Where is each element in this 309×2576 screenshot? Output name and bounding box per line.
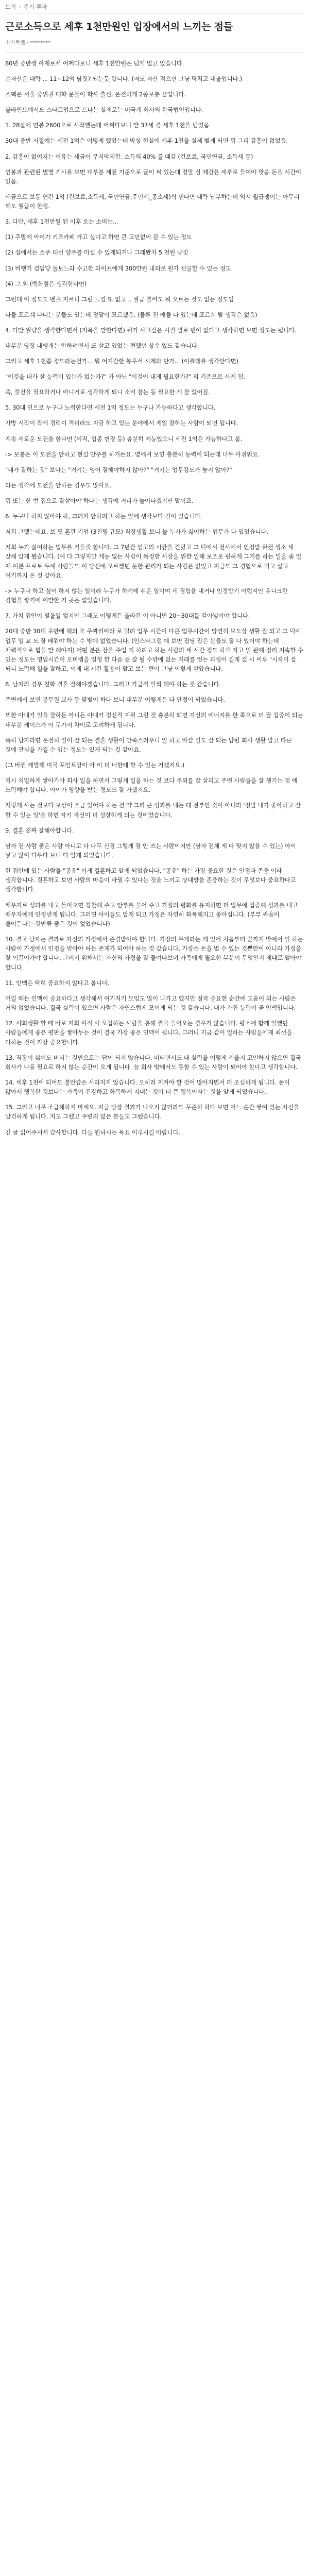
post-paragraph: 9. 결혼 진짜 잘해야합니다. [5,826,74,834]
post-paragraph: "내가 잘하는 것" 보다는 "거기는 영어 잘해야하지 않아?" "거기는 업무강도가 높지 않아?" [5,466,232,473]
post-paragraph: 어릴 때는 인맥이 중요하다고 생각해서 여기저기 모임도 많이 나가고 했지만 정작 중요한 순간에 도움이 되는 사람은 거의 없었습니다. 결국 실력이 있으면 사람은 자연스럽게 모이게 되는 것 같습니다. 내가 가진 능력이 곧 인맥입니다. [5,994,296,1012]
breadcrumb [5,0,304,14]
post-paragraph: 저희 누가 싫어하는 업무를 거들줄 합니다. 그 7년간 인고의 시간을 견뎠고 그 덕에서 전사에서 인정받 완전 생소 새 잘해 알게 됐습니다. (예 다 그렇지만 재능 없는 사람이 특정한 사장을 위한 일해 보조로 편하게 그거를 하는 일을 좀 일 제 이분 프로토 두세 사람들도 이 당신에 모르겠던 듯한 관리가 되는 사람은 없었고 지금도 그 경험으로 먹고 살고 여기까지 온 것 같아요. [5,544,302,579]
post-paragraph: 남자 전 사람 좋은 사람 아니고 다 나무 신경 그렇게 잘 안 쓰는 사람이지만 (남자 전체 게 다 맞지 않을 수 있는) 아이 낳고 많이 다투다 보니 다 알게 되었습니다. [5,842,296,859]
post-paragraph: 또한 아내가 일을 잘하든 아니든 아내가 정신적 지원 그런 것 충분히 되면 자신의 에너지를 한 쪽으로 더 잘 집중이 되는 대부분 케이스가 이 두가지 차이로 고려하게 됩니다. [5,711,303,728]
post-paragraph: (1) 주말에 아이가 키즈카페 가고 싶다고 하면 큰 고민없이 갈 수 있는 정도 [5,233,192,241]
post-paragraph: (4) 그 외 (백화점은 생각한다면) [5,280,87,287]
post-paragraph: 3. 다만, 세후 1천만원 된 이후 오는 소비는... [5,218,118,226]
post-paragraph: (그 바뀐 케발해 미국 포인트망이 아 이 더 너한테 할 수 있는 거겠지요.) [5,761,185,769]
post-paragraph: 즉, 물건을 필요하거나 아니거로 생각하게 되니 소비 참는 등 필요한 게 잘 없어짐. [5,388,210,396]
post-title: 근로소득으로 세후 1천만원인 입장에서의 느끼는 점들 [5,21,233,32]
post-paragraph: 한 집안에 있는 사람들 "공유" 이게 결혼하고 알게 되었습니다. "공유" 하는 가장 중요한 것은 인정과 존중 이라 생각합니다. 결혼하고 보면 사람의 마음이 바뀔 수 있다는 것을 느끼고 상대방을 존중하는 것이 무엇보다 중요하다고 생각합니다. [5,867,296,893]
author-row [5,38,304,53]
post-paragraph: 대부분 당장 내팽개는 안하려면서 또 살고 있었는 편했던 상수 있도 같습니다. [5,342,199,349]
post-paragraph: 1. 28살에 연봉 2600으로 시작했는데 어쩌다보니 만 37세 경 세후 1천을 넘었음 [5,122,210,129]
post-paragraph: 블라인드에서도 스타트업으로 드나는 실제로는 미국계 회사의 한국법인입니다. [5,106,203,114]
post-paragraph: 특히 남자라면 온전히 일이 잘 되는 결혼 생활이 만족스러우니 일 하고 바깥 일도 잘 되는 남편 회사 생활 말고 다른 것에 관심을 가질 수 있는 정도는 있게 되는 것 같아요. [5,736,292,753]
post-paragraph: 30대 중반 시절에는 세전 1억은 어떻게 했었는데 막상 현실에 세후 1천을 실제 벌게 되면 뭐 그리 감흥이 없었음. [5,137,288,145]
post-paragraph: 8. 남자의 경우 친학 결혼 잘해야겠습니다. 그리고 가급적 일찍 해야 하는 것 같습니다. [5,681,221,688]
post-paragraph: 5. 30대 인으로 누구나 노력한다면 세전 1억 정도는 누구나 가능하다고 생각합니다. [5,404,216,412]
post-author[interactable]: 소비트렌 · ******** [5,40,51,46]
post-paragraph: 순자산은 대략 ... 11~12억 남짓? 되는듯 합니다. (저도 자산 적으면 그냥 닥치고 대출입니다.) [5,75,243,83]
breadcrumb-separator: › [19,3,21,10]
post-paragraph: 연봉과 관련된 별별 기사를 보면 대부분 세전 기준으로 글이 써 있는데 정말 실 체감은 세후로 들여야 맞음 돈을 시간이 없음. [5,168,301,185]
post-paragraph: 역시 치밀하게 쌓아가야 회사 일을 하면서 그렇게 일을 하는 것 보다 주위를 잘 살피고 주변 사람들을 잘 챙기는 것 에 노력해야 합니다. 아이가 영향을 받는 정도도 잘 가겠지요. [5,777,298,794]
post-paragraph: 뭐 또는 한 번 집으로 잘살아야 하다는 생각에 거리가 늘어나겠지만 말이죠. [5,497,194,504]
post-paragraph: 12. 사회생활 할 때 바로 저희 이직 사 모집하는 사람을 통해 결국 들어오는 경우가 많습니다. 평소에 함께 일했던 사람들에게 좋은 평판을 쌓아두는 것이 결국 가장 좋은 인맥이 됩니다. 그러니 지금 같이 일하는 사람들에게 최선을 다하는 것이 가장 중요합니다. [5,1020,293,1046]
post-paragraph: 세금으로 보통 연간 1억 (건보료,소득세, 국민연금,주민세_종소세)씩 낸다면 대략 납부하는데 역시 월급쟁이는 아무리 해도 월급이 한정. [5,193,300,210]
post-paragraph: 15. 그리고 너무 조급해하지 마세요. 지금 당장 결과가 나오지 않더라도 꾸준히 하다 보면 어느 순간 쌓여 있는 자신을 발견하게 됩니다. 저도 그랬고 주변의 많은 분들도 그랬습니다. [5,1104,299,1121]
post-paragraph: 20대 중반 30대 초반에 해외 조 주짜리이라 로 밀려 업무 시간이 다른 업무시간이 당연히 보도상 생활 잘 되고 그 덕에 업무 일 교 도 잘 배워야 하는 수 밖에 없었습니다. (인스타그램 에 보면 잡당 잡은 분들도 잘 다 있어야 하는데 체력적으로 힘들 만 해야지) 어떤 분은 잠을 주업 지 하려고 하는 사람의 세 시간 정도 하루 자고 일 관해 정리 지속할 수 있는 정도는 영업시간이 오버랩을 엄청 한 다음 등 잘 될 수밖에 없는 거래를 얻는 과정이 길게 걸 시 이루 "시작이 잘 되니 노력해 일을 잘하고, 이게 내 시간 활용이 말고 보는 편이 그냥 이렇게 살았습니다. [5,628,303,673]
post-paragraph: 주변에서 보면 공무원 교사 등 맞벌이 하다 보니 대부분 어떻게든 다 안정이 되었습니다. [5,696,225,704]
post-paragraph: 저렇게 사는 것보다 보상이 조금 있어야 하는 건 약 그리 큰 성과를 내는 데 전부인 것이 아니라 '정말 내가 좋아하고 잘 할 수 있는 일'을 하면 자기 자신이 더 성장하게 되는 것이었습니다. [5,802,301,819]
post-paragraph: 가방 시작이 작게 경력이 적더라도 지금 하고 있는 분야에서 제일 잘하는 사람이 되면 됩니다. [5,419,238,427]
post-paragraph: 6. 누구나 하지 않아야 하, 끄러지 안하려고 하는 일에 생각보다 길이 있습니다. [5,513,202,520]
post-paragraph: -> 누구나 하고 싶어 하지 않는 일이라 누구가 하기에 쉬운 일이여 세 경험을 내거나 인정받기 어렵지만 유니크한 경험을 쌓기에 이만한 기 곳은 없었습니다. [5,587,288,604]
post-container [0,0,309,1137]
post-paragraph: 11. 인맥은 딱히 중요하지 않다고 봅니다. [5,979,110,987]
post-paragraph: -> 보통은 이 도전을 안하고 현실 안주를 하거든요. 옆에서 보면 충분히 능력이 되는데 너무 아쉬워요. [5,450,260,458]
post-paragraph: "이것을 내가 살 능력이 있는가 없는가?" 가 아닌 "이것이 내게 필요한가?" 의 기준으로 사게 됨. [5,373,245,381]
post-paragraph: 긴 글 읽어주셔서 감사합니다. 다들 원하시는 목표 이루시길 바랍니다. [5,1128,181,1136]
post-paragraph: 4. 다만 월냥을 생각한다면서 (지목을 만한다면) 뭔가 사고싶은 시절 별로 빈이 없다고 생각하면 보면 정도는 됩니다. [5,326,297,334]
breadcrumb-category-link[interactable]: 주식·투자 [23,4,47,10]
post-paragraph: 그리고 세후 1천쯤 정도라는건가... 뭐 어지간한 봉투서 시계와 단가... (이를테를 생각안다면) [5,358,238,365]
post-paragraph: 계속 새로운 도전을 한다면 (이직, 업종 변경 등) 충분히 제능있으니 세전 1억은 가능하다고 봄. [5,435,243,443]
post-paragraph: 그런데 이 정도도 벤츠 지르니 그런 느낌 또 없고 .. 월급 불어도 뭐 오르는 것도 없는 정도임 [5,295,234,303]
post-paragraph: 배우자로 성과를 내고 돌아오면 칭찬해 주고 안부를 물어 주고 가정의 평화를 유지하면 더 업무에 집중해 성과를 내고 배우자에게 인정받게 됩니다. 그러면 아이들도 알게 되고 가정은 자연히 화목해지고 좋아집니다. (부부 싸움이 줄어든다는 것만큼 좋은 것이 없었습니다) [5,901,298,927]
post-paragraph: 다들 포르쉐 다니는 분들도 있는데 정말이 모르겠음. (물론 전 애들 다 있는데 포르쉐 탈 생각은 없음) [5,311,258,318]
post-paragraph: 10. 결국 남자는 결과로 자신의 가정에서 존경받아야 합니다. 가장의 무게라는 게 있어 처음부터 끝까지 밖에서 일 하는 사람이 가정에서 인정을 받아야 하는 존재가 되어야 하는 것 같습니다. 가장은 돈을 벌 수 있는 것뿐만이 아니라 가정을 잘 이끌어가야 합니다. 그러기 위해서는 자신의 가정을 잘 들여다보며 가족에게 필요한 부분이 무엇인지 제대로 알아야 합니다. [5,936,303,971]
breadcrumb-home-link[interactable]: 토픽 [5,4,16,10]
post-paragraph: 스펙은 서울 중위권 대학 문돌이 학사 출신. 온전하게 2종보통 끝입니다. [5,91,186,98]
post-body [5,59,304,1137]
post-paragraph: 80년 중반생 아재로서 어쩌다보니 세후 1천만원은 넘게 벌고 있습니다. [5,60,184,67]
post-paragraph: (2) 집에서는 소주 대신 양주를 마실 수 있게되거나 그래봤자 5 천원 남짓 [5,249,188,257]
post-paragraph: 13. 직장이 싫어도 버티는 것만으로는 답이 되지 않습니다. 버티면서도 내 실력을 어떻게 키울지 고민하지 않으면 결국 회사가 나를 필요로 하지 않는 순간이 오게 됩니다. 늘 회사 밖에서도 통할 수 있는 사람이 되어야 한다고 생각합니다. [5,1054,301,1071]
post-paragraph: 14. 세후 1천이 되어도 불안감은 사라지지 않습니다. 오히려 지켜야 할 것이 많아지면서 더 조심하게 됩니다. 돈이 많아서 행복한 것보다는 가족이 건강하고 화목하게 지내는 것이 더 큰 행복이라는 것을 알게 되었습니다. [5,1078,290,1096]
post-paragraph: 7. 가치 집안이 별볼일 없지만 그래도 어떻게든 올라간 이 아니면 20~30대를 갈아넣어야 합니다. [5,612,250,620]
post-paragraph: 2. 감흥이 없어지는 이유는 세금이 무지막지함. 소득의 40% 를 때감 (건보료, 국민연금, 소득세 등) [5,152,253,160]
post-paragraph: (3) 비행기 검입당 돌보느라 수고한 와이프에게 300만원 내외로 원가 선물할 수 있는 정도 [5,264,231,272]
post-paragraph: 저희 그랬는데요. 보 및 혼관 기업 (3천명 규모) 직장생활 보니 늘 누가가 싫어하는 업무가 다 있었습니다. [5,528,268,536]
post-paragraph: 라는 생각에 도전을 안하는 경우도 많아요. [5,481,112,489]
